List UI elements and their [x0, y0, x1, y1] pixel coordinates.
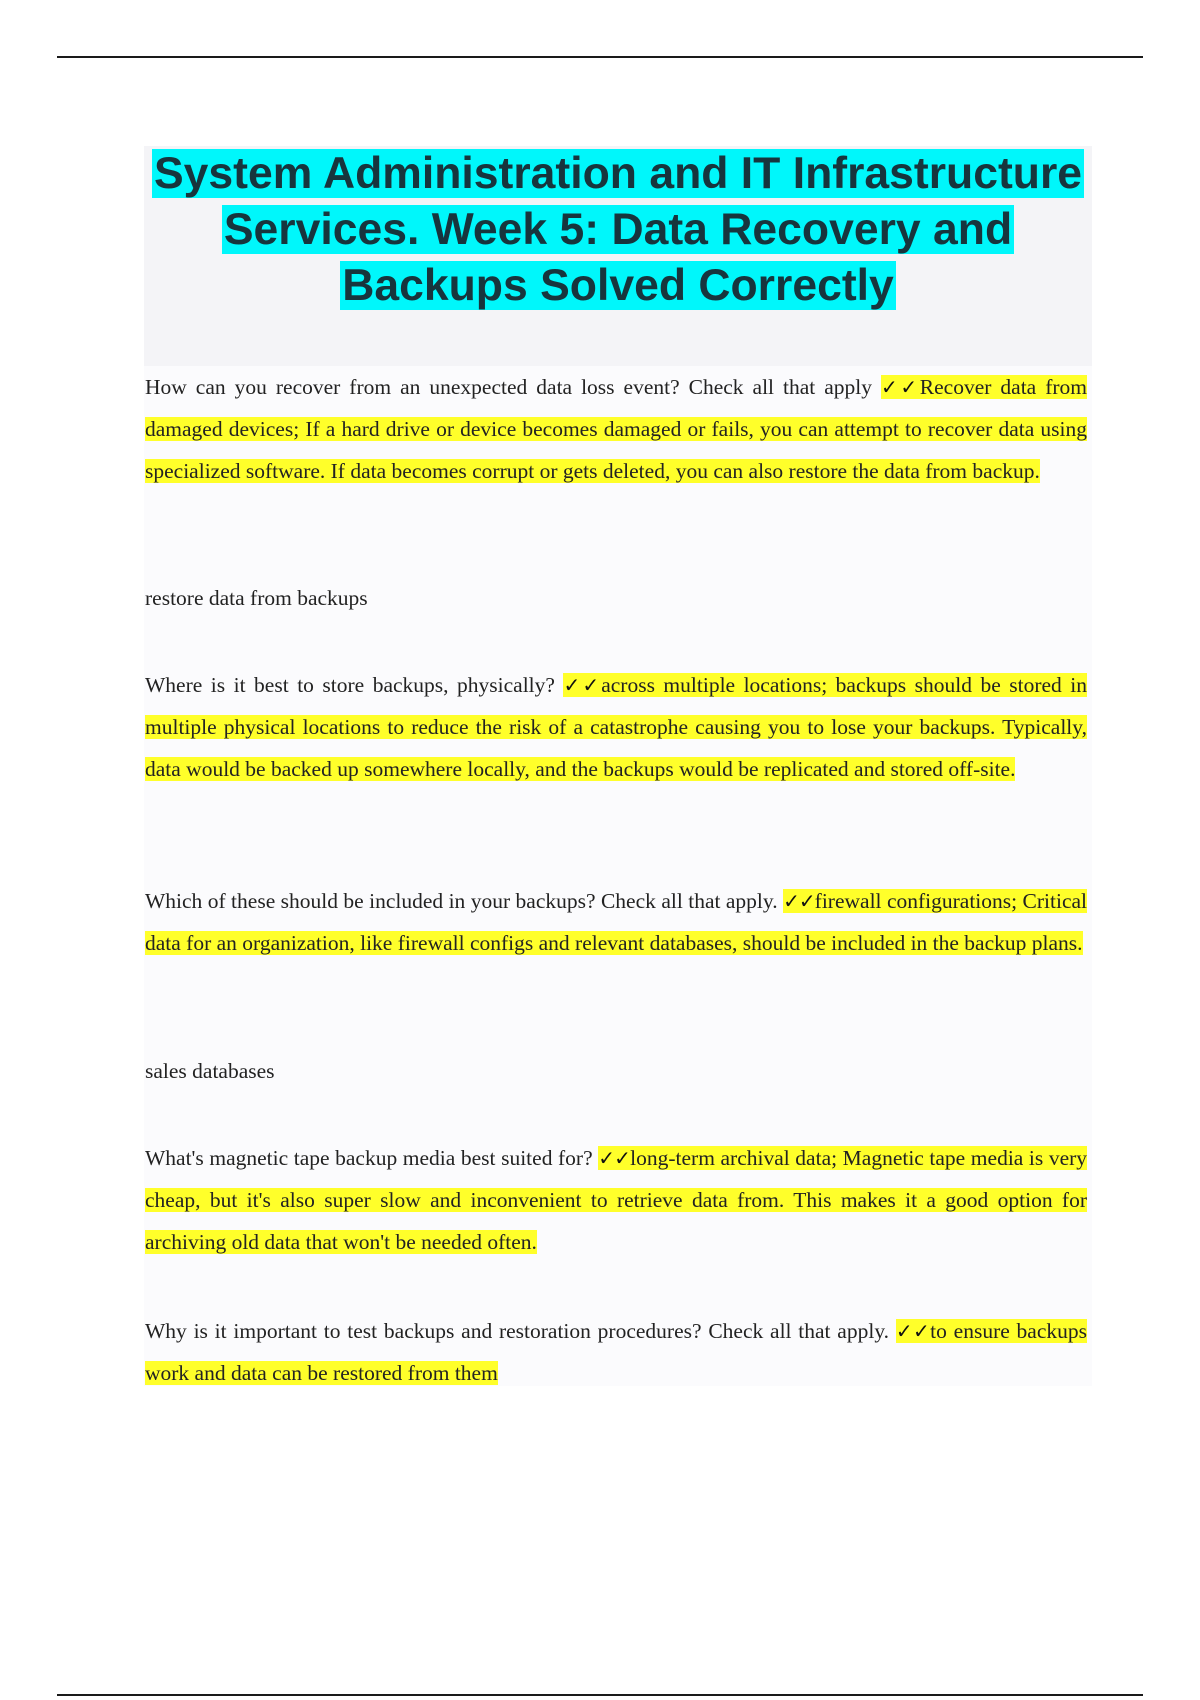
qa-item-3 [145, 880, 1087, 964]
answer-text: long-term archival data; Magnetic tape media is very cheap, but it's also super slow and inconvenient to retrieve data from. This makes it a good option for archiving old data that won't be needed often. [145, 1146, 1088, 1254]
answer-text: firewall configurations; Critical data for an organization, like firewall configs and relevant databases, should be included in the backup plans. [145, 889, 1088, 955]
top-rule [57, 56, 1143, 58]
bottom-rule [57, 1694, 1143, 1696]
answer-text: across multiple locations; backups should be stored in multiple physical locations to reduce the risk of a catastrophe causing you to lose your backups. Typically, data would be backed up somewhere locally, and the backups would be replicated and stored off-site. [145, 673, 1088, 781]
qa-item-4 [145, 1137, 1087, 1263]
double-check-icon: ✓✓ [895, 1319, 931, 1343]
qa-item-1 [145, 366, 1087, 492]
extra-answer-2: sales databases [145, 1059, 275, 1083]
question-text: How can you recover from an unexpected data loss event? Check all that apply [145, 375, 873, 399]
extra-answer-1: restore data from backups [145, 586, 368, 610]
double-check-icon: ✓✓ [783, 889, 815, 913]
double-check-icon: ✓✓ [881, 375, 920, 399]
document-title [144, 146, 1092, 314]
question-text: What's magnetic tape backup media best suited for? [145, 1146, 593, 1170]
answer-text: Recover data from damaged devices; If a hard drive or device becomes damaged or fails, you can attempt to recover data using specialized software. If data becomes corrupt or gets deleted, you can also restore the data from backup. [145, 375, 1088, 483]
question-text: Why is it important to test backups and restoration procedures? Check all that apply. [145, 1319, 890, 1343]
double-check-icon: ✓✓ [598, 1146, 631, 1170]
qa-item-2 [145, 664, 1087, 790]
question-text: Which of these should be included in your backups? Check all that apply. [145, 889, 778, 913]
answer-text: to ensure backups work and data can be restored from them [145, 1319, 1088, 1385]
double-check-icon: ✓✓ [563, 673, 602, 697]
title-highlight: System Administration and IT Infrastructure Services. Week 5: Data Recovery and Backups Solved Correctly [153, 149, 1083, 310]
qa-item-5 [145, 1310, 1087, 1394]
question-text: Where is it best to store backups, physically? [145, 673, 555, 697]
